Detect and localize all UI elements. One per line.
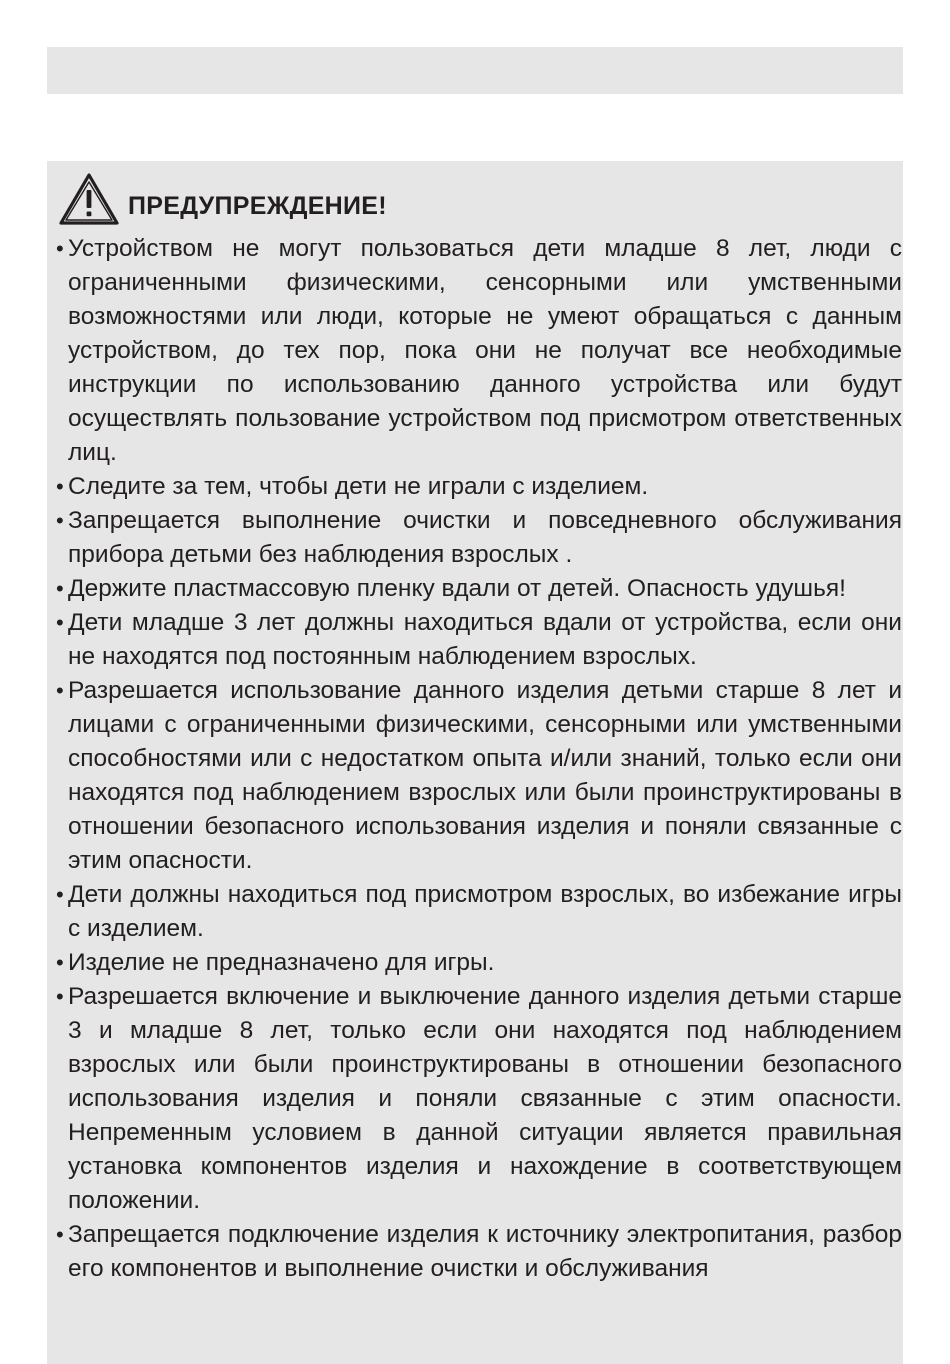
bullet: • (56, 1222, 64, 1247)
list-item (56, 606, 902, 674)
bullet: • (56, 236, 64, 261)
bullet: • (56, 882, 64, 907)
bullet: • (56, 508, 64, 533)
item-text: Запрещается подключение изделия к источнику электропитания, разбор его компонентов и выполнение очистки и обслуживания (68, 1221, 902, 1282)
item-text: Изделие не предназначено для игры. (68, 949, 495, 976)
item-text: Устройством не могут пользоваться дети младше 8 лет, люди с ограниченными физическими, сенсорными или умственными возможностями или люди, которые не умеют обращаться с данным устройством, до тех пор, пока они не получат все необходимые инструкции по использованию данного устройства или будут осуществлять пользование устройством под присмотром ответственных лиц. (68, 235, 902, 466)
header-bar (47, 47, 903, 94)
list-item (56, 878, 902, 946)
list-item (56, 674, 902, 878)
warning-heading (58, 170, 387, 228)
bullet: • (56, 950, 64, 975)
bullet: • (56, 474, 64, 499)
list-item (56, 980, 902, 1218)
warning-title: ПРЕДУПРЕЖДЕНИЕ! (128, 191, 387, 220)
list-item (56, 572, 902, 606)
item-text: Разрешается использование данного изделия детьми старше 8 лет и лицами с ограниченными физическими, сенсорными или умственными способностями или с недостатком опыта и/или знаний, только если они находятся под наблюдением взрослых или были проинструктированы в отношении безопасного использования изделия и поняли связанные с этим опасности. (68, 677, 902, 874)
warning-list (56, 232, 902, 1286)
item-text: Разрешается включение и выключение данного изделия детьми старше 3 и младше 8 лет, только если они находятся под наблюдением взрослых или были проинструктированы в отношении безопасного использования изделия и поняли связанные с этим опасности. Непременным условием в данной ситуации является правильная установка компонентов изделия и нахождение в соответствующем положении. (68, 983, 902, 1214)
item-text: Следите за тем, чтобы дети не играли с изделием. (68, 473, 649, 500)
item-text: Держите пластмассовую пленку вдали от детей. Опасность удушья! (68, 575, 846, 602)
bullet: • (56, 678, 64, 703)
warning-triangle-icon (58, 172, 120, 226)
bullet: • (56, 576, 64, 601)
bullet: • (56, 984, 64, 1009)
list-item (56, 1218, 902, 1286)
list-item (56, 232, 902, 470)
list-item (56, 504, 902, 572)
list-item (56, 470, 902, 504)
item-text: Запрещается выполнение очистки и повседневного обслуживания прибора детьми без наблюдения взрослых . (68, 507, 902, 568)
bullet: • (56, 610, 64, 635)
item-text: Дети должны находиться под присмотром взрослых, во избежание игры с изделием. (68, 881, 902, 942)
item-text: Дети младше 3 лет должны находиться вдали от устройства, если они не находятся под постоянным наблюдением взрослых. (68, 609, 902, 670)
list-item (56, 946, 902, 980)
